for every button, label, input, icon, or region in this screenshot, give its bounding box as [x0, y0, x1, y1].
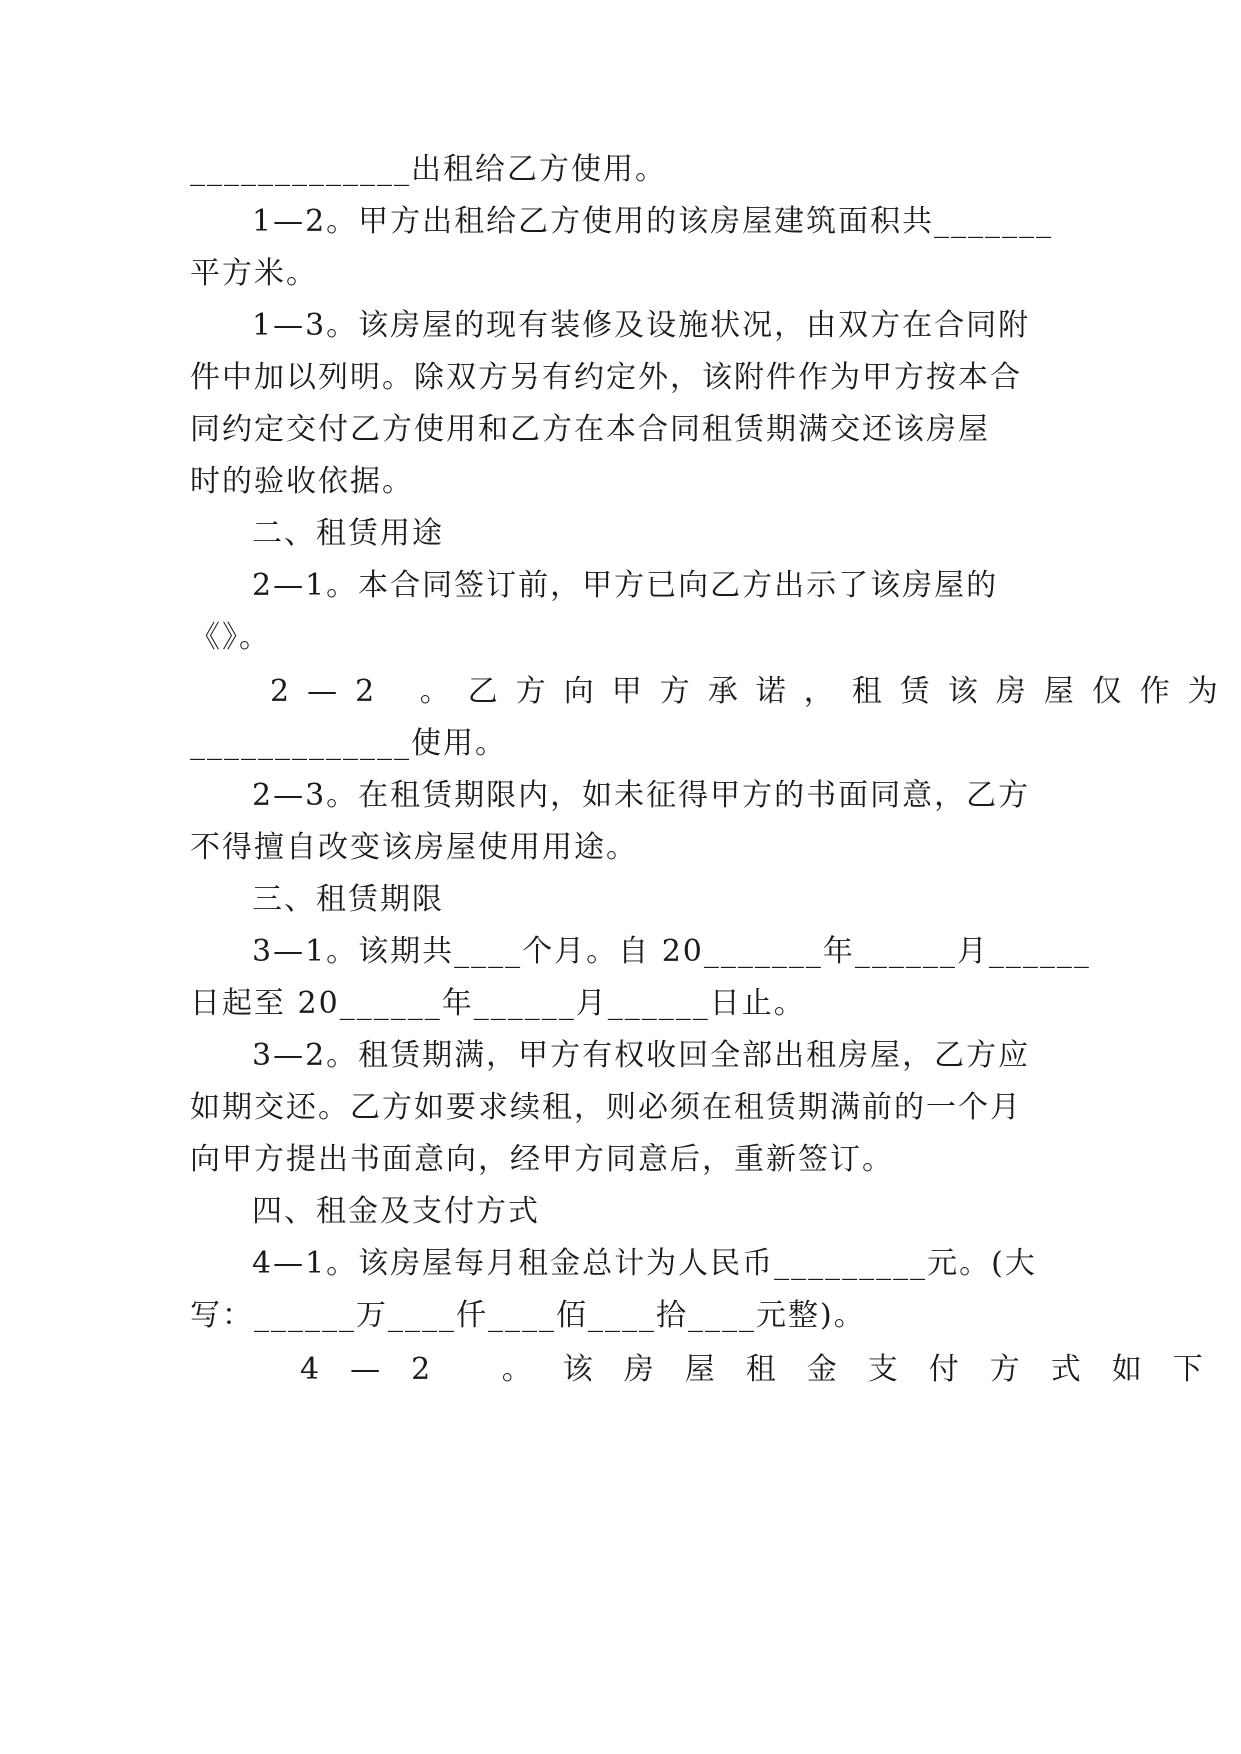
section-heading: 四、租金及支付方式: [252, 1194, 540, 1229]
text-line: 3—2。租赁期满，甲方有权收回全部出租房屋，乙方应: [252, 1038, 1031, 1073]
text-line: 日起至 20______年______月______日止。: [190, 986, 806, 1021]
text-line: 如期交还。乙方如要求续租，则必须在租赁期满前的一个月: [190, 1090, 1022, 1125]
text-line: 向甲方提出书面意向，经甲方同意后，重新签订。: [190, 1142, 894, 1177]
text-line: 1—2。甲方出租给乙方使用的该房屋建筑面积共_______: [252, 204, 1054, 239]
text-line: 2—1。本合同签订前，甲方已向乙方出示了该房屋的: [252, 568, 999, 603]
text-line: 件中加以列明。除双方另有约定外，该附件作为甲方按本合: [190, 360, 1022, 395]
text-line: 《》。: [190, 620, 271, 655]
text-line: 2—3。在租赁期限内，如未征得甲方的书面同意，乙方: [252, 778, 1031, 813]
section-heading: 二、租赁用途: [252, 516, 444, 551]
text-line: 4—2 。该房屋租金支付方式如下: [300, 1352, 1234, 1387]
text-line: 3—1。该期共____个月。自 20_______年______月______: [252, 934, 1091, 969]
text-line: 4—1。该房屋每月租金总计为人民币_________元。(大: [252, 1246, 1037, 1281]
text-line: 同约定交付乙方使用和乙方在本合同租赁期满交还该房屋: [190, 412, 990, 447]
text-line: 2—2 。乙方向甲方承诺，租赁该房屋仅作为: [270, 674, 1236, 709]
text-line: _____________使用。: [190, 726, 507, 761]
section-heading: 三、租赁期限: [252, 882, 444, 917]
text-line: _____________出租给乙方使用。: [190, 152, 667, 187]
text-line: 写：______万____仟____佰____拾____元整)。: [190, 1298, 866, 1333]
text-line: 不得擅自改变该房屋使用用途。: [190, 830, 638, 865]
text-line: 时的验收依据。: [190, 464, 414, 499]
text-line: 平方米。: [190, 256, 318, 291]
text-line: 1—3。该房屋的现有装修及设施状况，由双方在合同附: [252, 308, 1031, 343]
